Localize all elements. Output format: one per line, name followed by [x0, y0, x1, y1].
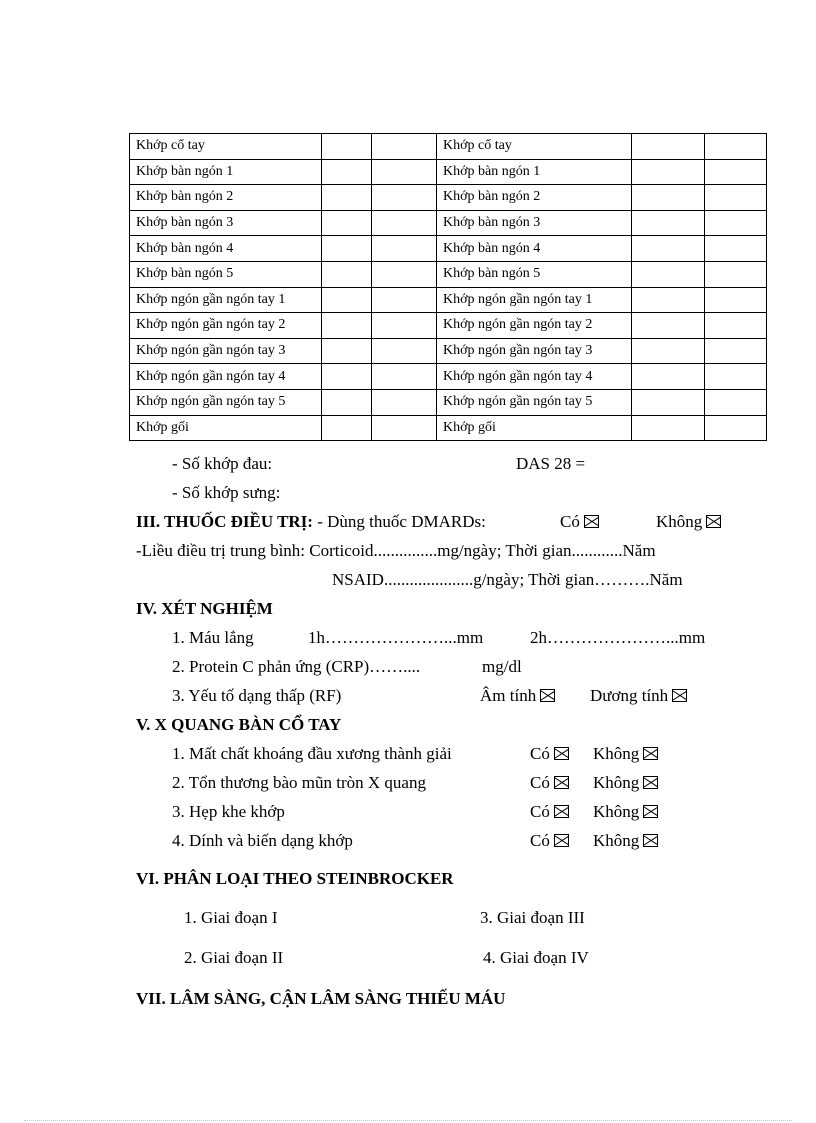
table-row [130, 134, 767, 160]
right-joint-name: Khớp ngón gần ngón tay 1 [437, 287, 632, 313]
xray-yes-option[interactable] [530, 802, 569, 822]
left-value-cell-1[interactable] [322, 338, 372, 364]
left-value-cell-2[interactable] [372, 389, 437, 415]
right-joint-name: Khớp ngón gần ngón tay 3 [437, 338, 632, 364]
left-joint-name: Khớp bàn ngón 3 [130, 210, 322, 236]
corticoid-dose-line: -Liều điều trị trung bình: Corticoid...............mg/ngày; Thời gian............Năm [136, 541, 656, 560]
section6-title: VI. PHÂN LOẠI THEO STEINBROCKER [136, 869, 454, 888]
xray-yes-label: Có [530, 744, 550, 763]
right-value-cell-1[interactable] [632, 134, 705, 160]
table-row [130, 389, 767, 415]
left-value-cell-2[interactable] [372, 313, 437, 339]
xray-no-option[interactable] [593, 831, 658, 851]
left-value-cell-1[interactable] [322, 210, 372, 236]
nsaid-dose-line: NSAID.....................g/ngày; Thời gian……….Năm [332, 570, 683, 589]
painful-joints-label: - Số khớp đau: [172, 454, 273, 473]
dmards-yes-label: Có [560, 512, 580, 531]
xray-yes-option[interactable] [530, 744, 569, 764]
right-value-cell-2[interactable] [705, 415, 767, 441]
right-value-cell-2[interactable] [705, 338, 767, 364]
section4-title: IV. XÉT NGHIỆM [136, 599, 273, 618]
section3-title: III. THUỐC ĐIỀU TRỊ: [136, 512, 313, 531]
right-value-cell-2[interactable] [705, 389, 767, 415]
left-value-cell-1[interactable] [322, 261, 372, 287]
right-joint-name: Khớp gối [437, 415, 632, 441]
xray-yes-label: Có [530, 831, 550, 850]
right-value-cell-1[interactable] [632, 261, 705, 287]
checkbox-icon[interactable] [540, 689, 555, 702]
checkbox-icon[interactable] [584, 515, 599, 528]
right-value-cell-2[interactable] [705, 287, 767, 313]
left-value-cell-2[interactable] [372, 287, 437, 313]
das28-label: DAS 28 = [516, 454, 586, 473]
table-row [130, 236, 767, 262]
right-value-cell-2[interactable] [705, 261, 767, 287]
xray-yes-option[interactable] [530, 831, 569, 851]
rf-label: 3. Yếu tố dạng thấp (RF) [172, 686, 342, 705]
left-value-cell-2[interactable] [372, 261, 437, 287]
stage-2-option[interactable]: 2. Giai đoạn II [184, 948, 284, 967]
left-value-cell-1[interactable] [322, 287, 372, 313]
right-value-cell-2[interactable] [705, 236, 767, 262]
right-joint-name: Khớp ngón gần ngón tay 2 [437, 313, 632, 339]
right-value-cell-1[interactable] [632, 210, 705, 236]
checkbox-icon[interactable] [554, 834, 569, 847]
xray-no-label: Không [593, 773, 640, 792]
right-value-cell-2[interactable] [705, 185, 767, 211]
right-value-cell-2[interactable] [705, 364, 767, 390]
right-value-cell-2[interactable] [705, 313, 767, 339]
xray-yes-option[interactable] [530, 773, 569, 793]
left-value-cell-1[interactable] [322, 313, 372, 339]
left-joint-name: Khớp ngón gần ngón tay 5 [130, 389, 322, 415]
section7-title: VII. LÂM SÀNG, CẬN LÂM SÀNG THIẾU MÁU [136, 989, 506, 1008]
right-value-cell-2[interactable] [705, 210, 767, 236]
left-joint-name: Khớp ngón gần ngón tay 3 [130, 338, 322, 364]
right-joint-name: Khớp bàn ngón 3 [437, 210, 632, 236]
right-joint-name: Khớp cổ tay [437, 134, 632, 160]
left-joint-name: Khớp bàn ngón 4 [130, 236, 322, 262]
xray-no-label: Không [593, 831, 640, 850]
joint-table-body [130, 134, 767, 441]
right-value-cell-1[interactable] [632, 364, 705, 390]
left-value-cell-2[interactable] [372, 338, 437, 364]
joint-assessment-table [129, 133, 767, 441]
right-joint-name: Khớp bàn ngón 5 [437, 261, 632, 287]
esr-label: 1. Máu lắng [172, 628, 254, 647]
left-value-cell-2[interactable] [372, 364, 437, 390]
left-joint-name: Khớp cổ tay [130, 134, 322, 160]
right-joint-name: Khớp bàn ngón 2 [437, 185, 632, 211]
left-joint-name: Khớp bàn ngón 1 [130, 159, 322, 185]
xray-item-label: 3. Hẹp khe khớp [172, 802, 285, 821]
right-value-cell-1[interactable] [632, 389, 705, 415]
left-value-cell-2[interactable] [372, 415, 437, 441]
right-value-cell-1[interactable] [632, 313, 705, 339]
right-joint-name: Khớp ngón gần ngón tay 4 [437, 364, 632, 390]
section3-row [136, 512, 486, 532]
left-value-cell-1[interactable] [322, 364, 372, 390]
table-row [130, 313, 767, 339]
checkbox-icon[interactable] [672, 689, 687, 702]
stage-1-option[interactable]: 1. Giai đoạn I [184, 908, 278, 927]
left-joint-name: Khớp ngón gần ngón tay 1 [130, 287, 322, 313]
right-joint-name: Khớp bàn ngón 4 [437, 236, 632, 262]
xray-item-label: 4. Dính và biến dạng khớp [172, 831, 353, 850]
table-row [130, 364, 767, 390]
left-joint-name: Khớp gối [130, 415, 322, 441]
left-value-cell-2[interactable] [372, 159, 437, 185]
checkbox-icon[interactable] [643, 776, 658, 789]
dmards-yes-option[interactable] [560, 512, 599, 532]
xray-no-option[interactable] [593, 773, 658, 793]
checkbox-icon[interactable] [554, 776, 569, 789]
xray-no-label: Không [593, 802, 640, 821]
left-value-cell-2[interactable] [372, 210, 437, 236]
esr-2h-field: 2h…………………...mm [530, 628, 706, 647]
rf-positive-option[interactable] [590, 686, 687, 706]
left-value-cell-1[interactable] [322, 159, 372, 185]
right-value-cell-1[interactable] [632, 338, 705, 364]
esr-1h-field: 1h…………………...mm [308, 628, 484, 647]
xray-no-option[interactable] [593, 802, 658, 822]
left-joint-name: Khớp ngón gần ngón tay 4 [130, 364, 322, 390]
right-value-cell-1[interactable] [632, 236, 705, 262]
stage-4-option[interactable]: 4. Giai đoạn IV [483, 948, 589, 967]
section5-title: V. X QUANG BÀN CỔ TAY [136, 715, 342, 734]
rf-negative-label: Âm tính [480, 686, 537, 705]
left-value-cell-1[interactable] [322, 389, 372, 415]
left-value-cell-1[interactable] [322, 185, 372, 211]
left-value-cell-1[interactable] [322, 236, 372, 262]
checkbox-icon[interactable] [643, 805, 658, 818]
stage-3-option[interactable]: 3. Giai đoạn III [480, 908, 585, 927]
xray-yes-label: Có [530, 802, 550, 821]
right-value-cell-1[interactable] [632, 159, 705, 185]
left-joint-name: Khớp ngón gần ngón tay 2 [130, 313, 322, 339]
rf-positive-label: Dương tính [590, 686, 669, 705]
dmards-no-label: Không [656, 512, 703, 531]
table-row [130, 415, 767, 441]
table-row [130, 185, 767, 211]
right-value-cell-1[interactable] [632, 415, 705, 441]
left-joint-name: Khớp bàn ngón 2 [130, 185, 322, 211]
right-value-cell-2[interactable] [705, 134, 767, 160]
right-value-cell-1[interactable] [632, 287, 705, 313]
xray-no-label: Không [593, 744, 640, 763]
checkbox-icon[interactable] [643, 834, 658, 847]
left-value-cell-2[interactable] [372, 185, 437, 211]
crp-unit: mg/dl [482, 657, 522, 676]
table-row [130, 287, 767, 313]
checkbox-icon[interactable] [706, 515, 721, 528]
xray-no-option[interactable] [593, 744, 658, 764]
right-value-cell-2[interactable] [705, 159, 767, 185]
dmards-no-option[interactable] [656, 512, 721, 532]
xray-item-label: 1. Mất chất khoáng đầu xương thành giải [172, 744, 452, 763]
left-value-cell-1[interactable] [322, 415, 372, 441]
left-joint-name: Khớp bàn ngón 5 [130, 261, 322, 287]
table-row [130, 159, 767, 185]
left-value-cell-2[interactable] [372, 134, 437, 160]
crp-label: 2. Protein C phản ứng (CRP)…….... [172, 657, 421, 676]
swollen-joints-label: - Số khớp sưng: [172, 483, 281, 502]
left-value-cell-1[interactable] [322, 134, 372, 160]
page-bottom-border [24, 1120, 792, 1121]
checkbox-icon[interactable] [554, 747, 569, 760]
right-value-cell-1[interactable] [632, 185, 705, 211]
table-row [130, 261, 767, 287]
xray-yes-label: Có [530, 773, 550, 792]
left-value-cell-2[interactable] [372, 236, 437, 262]
right-joint-name: Khớp bàn ngón 1 [437, 159, 632, 185]
rf-negative-option[interactable] [480, 686, 555, 706]
right-joint-name: Khớp ngón gần ngón tay 5 [437, 389, 632, 415]
checkbox-icon[interactable] [554, 805, 569, 818]
xray-item-label: 2. Tổn thương bào mũn tròn X quang [172, 773, 426, 792]
dmards-label: - Dùng thuốc DMARDs: [317, 512, 486, 531]
checkbox-icon[interactable] [643, 747, 658, 760]
table-row [130, 210, 767, 236]
table-row [130, 338, 767, 364]
